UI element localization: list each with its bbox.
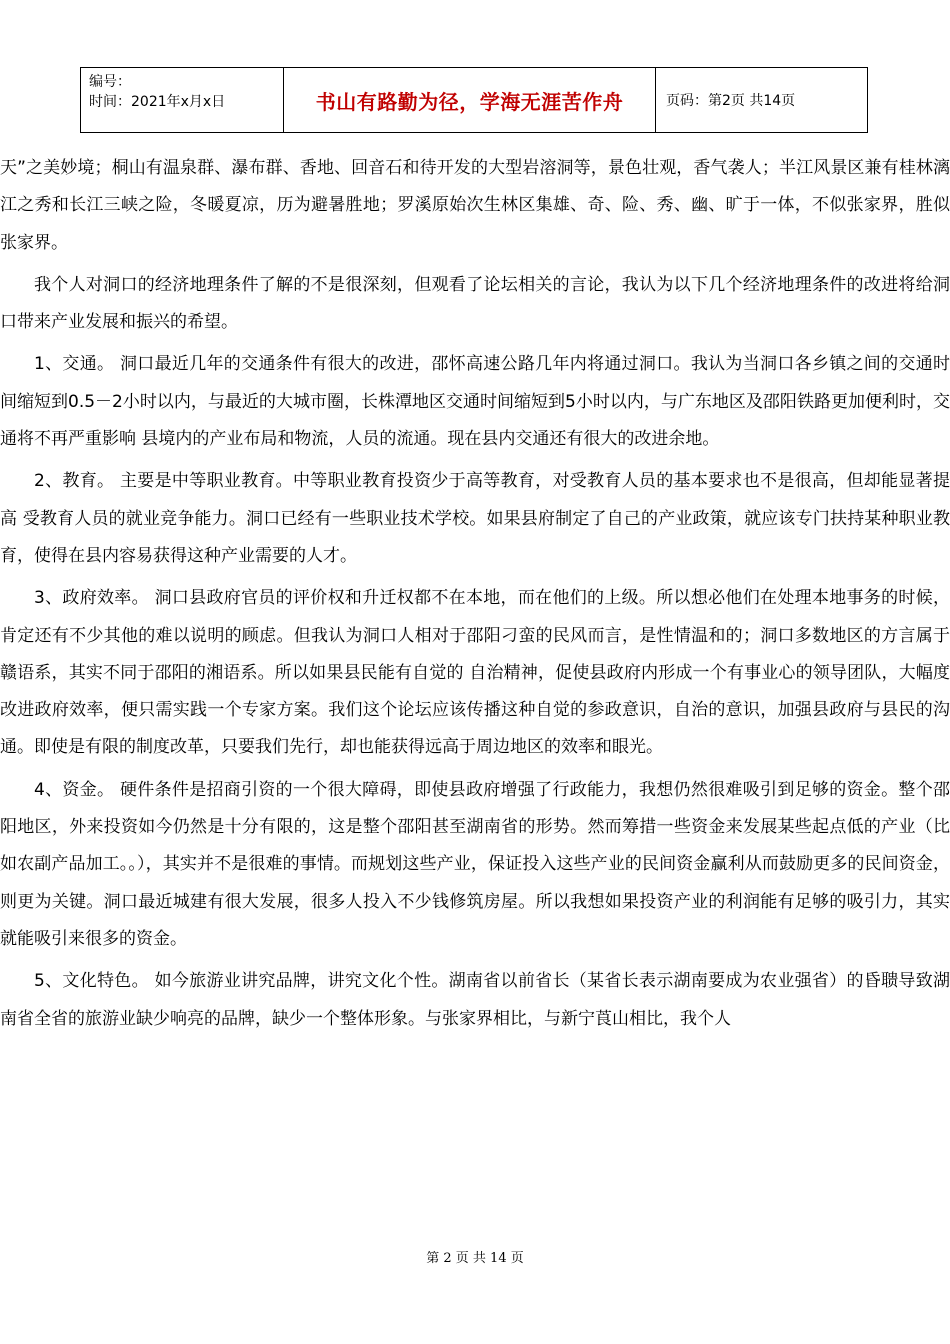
header-motto: 书山有路勤为径，学海无涯苦作舟 [284,68,656,132]
header-page-info: 页码：第2页 共14页 [666,93,796,109]
document-body [0,150,950,1043]
body-paragraph: 我个人对洞口的经济地理条件了解的不是很深刻，但观看了论坛相关的言论，我认为以下几个经济地理条件的改进将给洞口带来产业发展和振兴的希望。 [0,274,950,333]
document-header [80,67,868,133]
document-number-label: 编号： [89,74,131,90]
body-paragraph: 3、政府效率。 洞口县政府官员的评价权和升迁权都不在本地，而在他们的上级。所以想必他们在处理本地事务的时候，肯定还有不少其他的难以说明的顾虑。但我认为洞口人相对于邵阳刁蛮的民风而言，是性情温和的；洞口多数地区的方言属于赣语系，其实不同于邵阳的湘语系。所以如果县民能有自觉的 自治精神，促使县政府内形成一个有事业心的领导团队，大幅度改进政府效率，便只需实践一个专家方案。我们这个论坛应该传播这种自觉的参政意识，自治的意识，加强县政府与县民的沟通。即使是有限的制度改革，只要我们先行，却也能获得远高于周边地区的效率和眼光。 [0,588,950,758]
page-footer: 第 2 页 共 14 页 [426,1251,524,1266]
header-meta-cell [81,68,284,132]
body-paragraph: 天”之美妙境；桐山有温泉群、瀑布群、香地、回音石和待开发的大型岩溶洞等，景色壮观，香气袭人；半江风景区兼有桂林漓江之秀和长江三峡之险，冬暖夏凉，历为避暑胜地；罗溪原始次生林区集雄、奇、险、秀、幽、旷于一体，不似张家界，胜似张家界。 [0,158,950,253]
body-paragraph: 4、资金。 硬件条件是招商引资的一个很大障碍，即使县政府增强了行政能力，我想仍然很难吸引到足够的资金。整个邵阳地区，外来投资如今仍然是十分有限的，这是整个邵阳甚至湖南省的形势。然而筹措一些资金来发展某些起点低的产业（比如农副产品加工。。），其实并不是很难的事情。而规划这些产业，保证投入这些产业的民间资金赢利从而鼓励更多的民间资金，则更为关键。洞口最近城建有很大发展，很多人投入不少钱修筑房屋。所以我想如果投资产业的利润能有足够的吸引力，其实就能吸引来很多的资金。 [0,779,950,949]
body-paragraph: 5、文化特色。 如今旅游业讲究品牌，讲究文化个性。湖南省以前省长（某省长表示湖南要成为农业强省）的昏聩导致湖南省全省的旅游业缺少响亮的品牌，缺少一个整体形象。与张家界相比，与新宁莨山相比，我个人 [0,971,950,1029]
body-paragraph: 1、交通。 洞口最近几年的交通条件有很大的改进，邵怀高速公路几年内将通过洞口。我认为当洞口各乡镇之间的交通时间缩短到0.5－2小时以内，与最近的大城市圈，长株潭地区交通时间缩短到5小时以内，与广东地区及邵阳铁路更加便利时，交通将不再严重影响 县境内的产业布局和物流，人员的流通。现在县内交通还有很大的改进余地。 [0,354,950,450]
document-time-label: 时间：2021年x月x日 [89,94,226,110]
body-paragraph: 2、教育。 主要是中等职业教育。中等职业教育投资少于高等教育，对受教育人员的基本要求也不是很高，但却能显著提高 受教育人员的就业竞争能力。洞口已经有一些职业技术学校。如果县府制定了自己的产业政策，就应该专门扶持某种职业教育，使得在县内容易获得这种产业需要的人才。 [0,471,950,566]
